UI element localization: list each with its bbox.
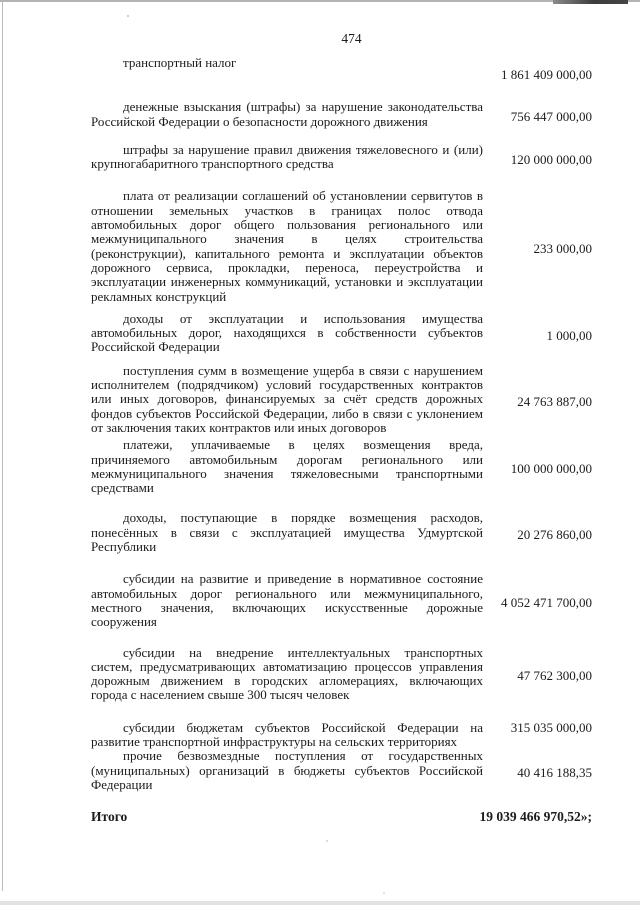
- line-item-amount: 1 000,00: [546, 327, 592, 343]
- budget-line-item: [91, 511, 592, 554]
- budget-line-item: [91, 364, 592, 435]
- budget-line-item: [91, 438, 592, 495]
- scan-artifact-dot: [383, 892, 385, 894]
- scan-artifact-dot: [326, 840, 328, 842]
- line-item-description: штрафы за нарушение правил движения тяжеловесного и (или) крупногабаритного транспортного средства: [91, 141, 483, 172]
- budget-line-item: [91, 100, 592, 129]
- scan-top-edge-dark-segment: [553, 0, 628, 4]
- scan-top-edge: [0, 0, 640, 2]
- total-label: Итого: [91, 809, 128, 825]
- line-item-amount: 4 052 471 700,00: [501, 595, 592, 611]
- scan-bottom-edge: [0, 901, 640, 905]
- total-amount: 19 039 466 970,52»;: [479, 809, 592, 825]
- line-item-amount: 756 447 000,00: [510, 108, 592, 124]
- line-item-description: субсидии на развитие и приведение в нормативное состояние автомобильных дорог регионального или межмуниципального, местного значения, включающих искусственные дорожные сооружения: [91, 571, 483, 630]
- budget-line-item: [91, 572, 592, 629]
- line-item-amount: 40 416 188,35: [517, 765, 592, 781]
- line-item-description: доходы от эксплуатации и использования имущества автомобильных дорог, находящихся в собственности субъектов Российской Федерации: [91, 310, 483, 355]
- budget-line-item: [91, 312, 592, 355]
- line-item-description: денежные взыскания (штрафы) за нарушение законодательства Российской Федерации о безопасности дорожного движения: [91, 99, 483, 129]
- line-item-description: субсидии бюджетам субъектов Российской Федерации на развитие транспортной инфраструктуры на сельских территориях: [91, 719, 483, 749]
- scan-artifact-dot: [127, 15, 129, 17]
- line-item-amount: 315 035 000,00: [510, 719, 592, 735]
- budget-entries: [91, 56, 592, 792]
- budget-line-item: [91, 189, 592, 303]
- budget-line-item: [91, 646, 592, 703]
- line-item-description: прочие безвозмездные поступления от государственных (муниципальных) организаций в бюджеты субъектов Российской Федерации: [91, 748, 483, 792]
- budget-revenue-list: [91, 56, 592, 824]
- page-number: 474: [341, 31, 362, 46]
- line-item-amount: 1 861 409 000,00: [501, 67, 592, 82]
- line-item-amount: 100 000 000,00: [510, 461, 592, 477]
- line-item-description: плата от реализации соглашений об установлении сервитутов в отношении земельных участков в границах полос отвода автомобильных дорог общего пользования регионального или межмуниципального значения в целях строительства (реконструкции), капитального ремонта и эксплуатации объектов дорожного сервиса, прокладки, переноса, переустройства и эксплуатации инженерных коммуникаций, установки и эксплуатации рекламных конструкций: [91, 188, 483, 304]
- budget-line-item: [91, 749, 592, 792]
- budget-line-item: [91, 143, 592, 172]
- budget-line-item: [91, 721, 592, 750]
- line-item-description: транспортный налог: [123, 55, 237, 70]
- line-item-description: поступления сумм в возмещение ущерба в связи с нарушением исполнителем (подрядчиком) условий государственных контрактов или иных договоров, финансируемых за счёт средств дорожных фондов субъектов Российской Федерации, либо в связи с уклонением от заключения таких контрактов или иных договоров: [91, 362, 483, 435]
- line-item-description: субсидии на внедрение интеллектуальных транспортных систем, предусматривающих автоматизацию процессов управления дорожным движением в городских агломерациях, включающих города с населением свыше 300 тысяч человек: [91, 644, 483, 703]
- budget-line-item: [91, 56, 592, 82]
- total-row: [91, 809, 592, 824]
- line-item-amount: 24 763 887,00: [517, 393, 592, 409]
- line-item-amount: 20 276 860,00: [517, 527, 592, 543]
- line-item-amount: 120 000 000,00: [510, 151, 592, 167]
- scan-left-edge: [2, 2, 3, 891]
- line-item-amount: 47 762 300,00: [517, 668, 592, 684]
- line-item-description: платежи, уплачиваемые в целях возмещения вреда, причиняемого автомобильным дорогам регионального или межмуниципального значения тяжеловесными транспортными средствами: [91, 437, 483, 496]
- line-item-description: доходы, поступающие в порядке возмещения расходов, понесённых в связи с эксплуатацией имущества Удмуртской Республики: [91, 510, 483, 555]
- line-item-amount: 233 000,00: [533, 241, 592, 257]
